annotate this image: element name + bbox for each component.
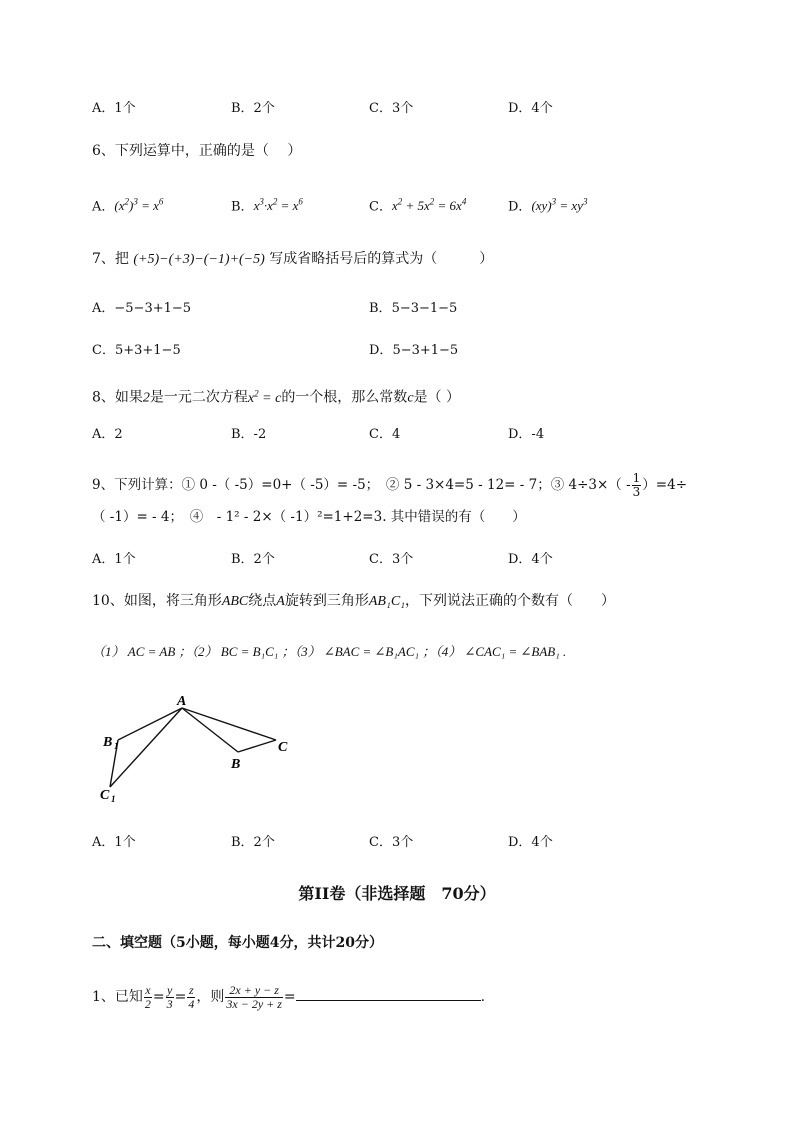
q8-stem: 8、如果2是一元二次方程$x^2 = c$的一个根，那么常数c是（ ）	[92, 388, 460, 406]
q7-expression: (+5)−(+3)−(−1)+(−5)	[133, 252, 265, 267]
q9-option-d: D．4个	[508, 552, 553, 567]
q10-option-c: C．3个	[369, 835, 414, 850]
label-b1-sub: 1	[114, 741, 119, 751]
q5-option-a: A．1个	[92, 101, 136, 116]
segment-b-c	[238, 740, 276, 752]
q5-option-d: D．4个	[508, 101, 553, 116]
segment-a-b	[182, 708, 238, 752]
q6-option-b: B．$x^3\cdot x^2 = x^6$	[231, 197, 303, 215]
q6-stem: 6、下列运算中，正确的是（ ）	[92, 143, 302, 159]
q6-option-d: D．$(xy)^3 = xy^3$	[508, 197, 588, 215]
q10-statements: （1） AC = AB ；（2） BC = B₁C₁ ；（3） ∠BAC = ∠B₁AC₁ ；（4） ∠CAC₁ = ∠BAB₁ .	[92, 644, 567, 659]
q10-option-a: A．1个	[92, 835, 136, 850]
answer-blank[interactable]	[296, 986, 481, 1001]
label-b: B	[231, 757, 241, 772]
q6-option-c: C．$x^2 + 5x^2 = 6x^4$	[369, 197, 467, 215]
q10-figure	[98, 690, 308, 810]
label-a: A	[177, 694, 187, 709]
q7-option-c: C．5+3+1−5	[92, 343, 181, 358]
q8-option-c: C．4	[369, 427, 401, 442]
q7-option-d: D．5−3+1−5	[369, 343, 459, 358]
q10-option-d: D．4个	[508, 835, 553, 850]
q9-stem-line2: （ -1）= - 4； ④ - 1² - 2×（ -1）²=1+2=3. 其中错误的有（ ）	[92, 509, 526, 525]
q9-fraction: $\frac{1}{3}$	[632, 471, 641, 499]
q7-option-b: B．5−3−1−5	[369, 301, 458, 316]
segment-a-c	[182, 708, 276, 740]
q8-option-a: A．2	[92, 427, 123, 442]
label-b1: B	[103, 735, 113, 750]
label-c1: C	[100, 788, 110, 803]
q6-option-a: A．$(x^2)^3 = x^6$	[92, 197, 164, 215]
q5-option-c: C．3个	[369, 101, 414, 116]
q9-option-c: C．3个	[369, 552, 414, 567]
q10-option-b: B．2个	[231, 835, 275, 850]
q5-option-b: B．2个	[231, 101, 275, 116]
part2-title: 第II卷（非选择题 70分）	[298, 884, 496, 903]
segment-a-c1	[110, 708, 182, 787]
q9-option-b: B．2个	[231, 552, 275, 567]
q8-option-d: D．-4	[508, 427, 545, 442]
fill1-stem: 1、已知 $\frac{x}{2}$ = $\frac{y}{3}$ = $\frac{z}{4}$ ，则 $\frac{2x + y - z}{3x - 2y + z}$ = .	[92, 982, 486, 1011]
segment-a-b1	[118, 708, 182, 740]
q10-stem: 10、如图，将三角形ABC绕点A旋转到三角形AB₁C₁，下列说法正确的个数有（ ）	[92, 593, 616, 609]
section2-title: 二、填空题（5小题，每小题4分，共计20分）	[92, 935, 383, 951]
q7-stem: 7、把 (+5)−(+3)−(−1)+(−5) 写成省略括号后的算式为（ ）	[92, 251, 494, 267]
q9-option-a: A．1个	[92, 552, 136, 567]
label-c: C	[278, 740, 288, 755]
q7-option-a: A．−5−3+1−5	[92, 301, 192, 316]
label-c1-sub: 1	[111, 794, 116, 804]
q9-stem-line1: 9、下列计算：① 0 -（ -5）=0+（ -5）= -5； ② 5 - 3×4=5 - 12= - 7；③ 4÷3×（ - $\frac{1}{3}$ ）=4÷	[92, 471, 688, 499]
q8-option-b: B．-2	[231, 427, 267, 442]
